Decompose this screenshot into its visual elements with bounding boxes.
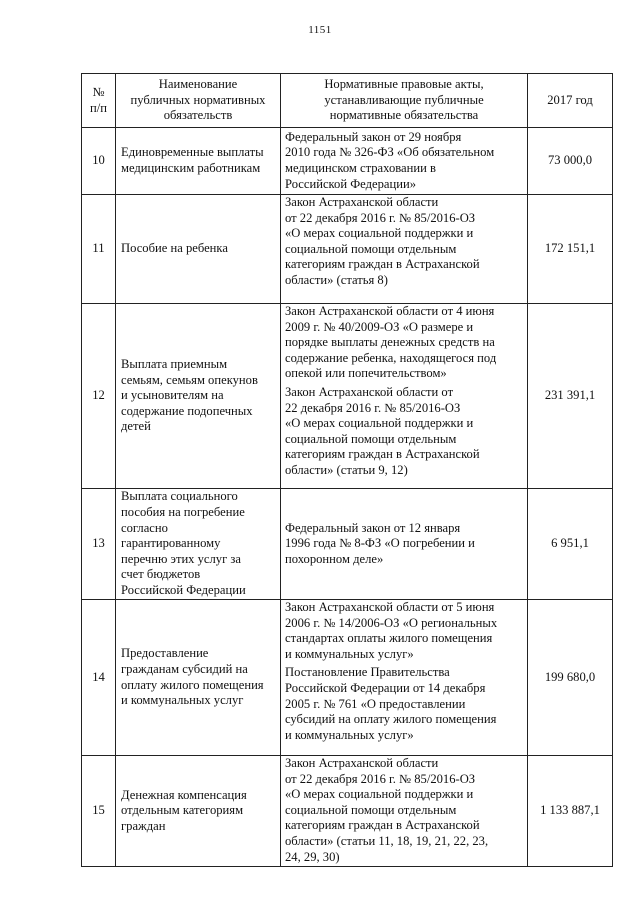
header-num: № п/п xyxy=(82,74,116,128)
header-year: 2017 год xyxy=(528,74,613,128)
legal-act: Постановление Правительства Российской Федерации от 14 декабря 2005 г. № 761 «О предоставлении субсидий на оплату жилого помещения и коммунальных услуг» xyxy=(285,665,497,742)
table-row xyxy=(82,128,613,195)
obligation-name: Предоставление гражданам субсидий на оплату жилого помещения и коммунальных услуг xyxy=(116,600,281,756)
legal-act: Закон Астраханской области от 22 декабря 2016 г. № 85/2016-ОЗ «О мерах социальной поддержки и социальной помощи отдельным категориям граждан в Астраханской области» (статьи 11, 18, 19, 21, 22, 23, 24, 29, 30) xyxy=(285,756,489,864)
table-row xyxy=(82,756,613,867)
page-number: 1151 xyxy=(308,24,332,36)
legal-act: Закон Астраханской области от 22 декабря 2016 г. № 85/2016-ОЗ «О мерах социальной поддержки и социальной помощи отдельным категориям граждан в Астраханской области» (статья 8) xyxy=(285,195,480,287)
table-row xyxy=(82,195,613,304)
row-number: 14 xyxy=(82,600,116,756)
obligation-name: Пособие на ребенка xyxy=(116,195,281,304)
legal-act: Закон Астраханской области от 5 июня 2006 г. № 14/2006-ОЗ «О региональных стандартах оплаты жилого помещения и коммунальных услуг» xyxy=(285,600,498,661)
header-acts: Нормативные правовые акты, устанавливающие публичные нормативные обязательства xyxy=(281,74,528,128)
row-number: 15 xyxy=(82,756,116,867)
amount-2017: 172 151,1 xyxy=(528,195,613,304)
row-number: 11 xyxy=(82,195,116,304)
amount-2017: 73 000,0 xyxy=(528,128,613,195)
amount-2017: 6 951,1 xyxy=(528,489,613,600)
amount-2017: 231 391,1 xyxy=(528,304,613,489)
obligations-table xyxy=(81,73,613,867)
legal-act: Закон Астраханской области от 4 июня 2009 г. № 40/2009-ОЗ «О размере и порядке выплаты денежных средств на содержание ребенка, находящегося под опекой или попечительством» xyxy=(285,304,497,381)
legal-acts-cell xyxy=(281,600,528,756)
amount-2017: 199 680,0 xyxy=(528,600,613,756)
obligation-name: Выплата приемным семьям, семьям опекунов и усыновителям на содержание подопечных детей xyxy=(116,304,281,489)
legal-acts-cell xyxy=(281,195,528,304)
row-number: 12 xyxy=(82,304,116,489)
table-row xyxy=(82,600,613,756)
legal-act: Закон Астраханской области от 22 декабря 2016 г. № 85/2016-ОЗ «О мерах социальной поддержки и социальной помощи отдельным категориям граждан в Астраханской области» (статьи 9, 12) xyxy=(285,384,480,477)
amount-2017: 1 133 887,1 xyxy=(528,756,613,867)
row-number: 13 xyxy=(82,489,116,600)
table-header-row xyxy=(82,74,613,128)
header-name: Наименование публичных нормативных обязательств xyxy=(116,74,281,128)
obligation-name: Денежная компенсация отдельным категориям граждан xyxy=(116,756,281,867)
obligation-name: Единовременные выплаты медицинским работникам xyxy=(116,128,281,195)
table-row xyxy=(82,489,613,600)
legal-acts-cell xyxy=(281,304,528,489)
legal-act: Федеральный закон от 12 января 1996 года № 8-ФЗ «О погребении и похоронном деле» xyxy=(285,520,475,566)
table-row xyxy=(82,304,613,489)
legal-act: Федеральный закон от 29 ноября 2010 года № 326-ФЗ «Об обязательном медицинском страховании в Российской Федерации» xyxy=(285,129,495,191)
obligation-name: Выплата социального пособия на погребение согласно гарантированному перечню этих услуг за счет бюджетов Российской Федерации xyxy=(116,489,281,600)
legal-acts-cell xyxy=(281,489,528,600)
legal-acts-cell xyxy=(281,128,528,195)
legal-acts-cell xyxy=(281,756,528,867)
row-number: 10 xyxy=(82,128,116,195)
